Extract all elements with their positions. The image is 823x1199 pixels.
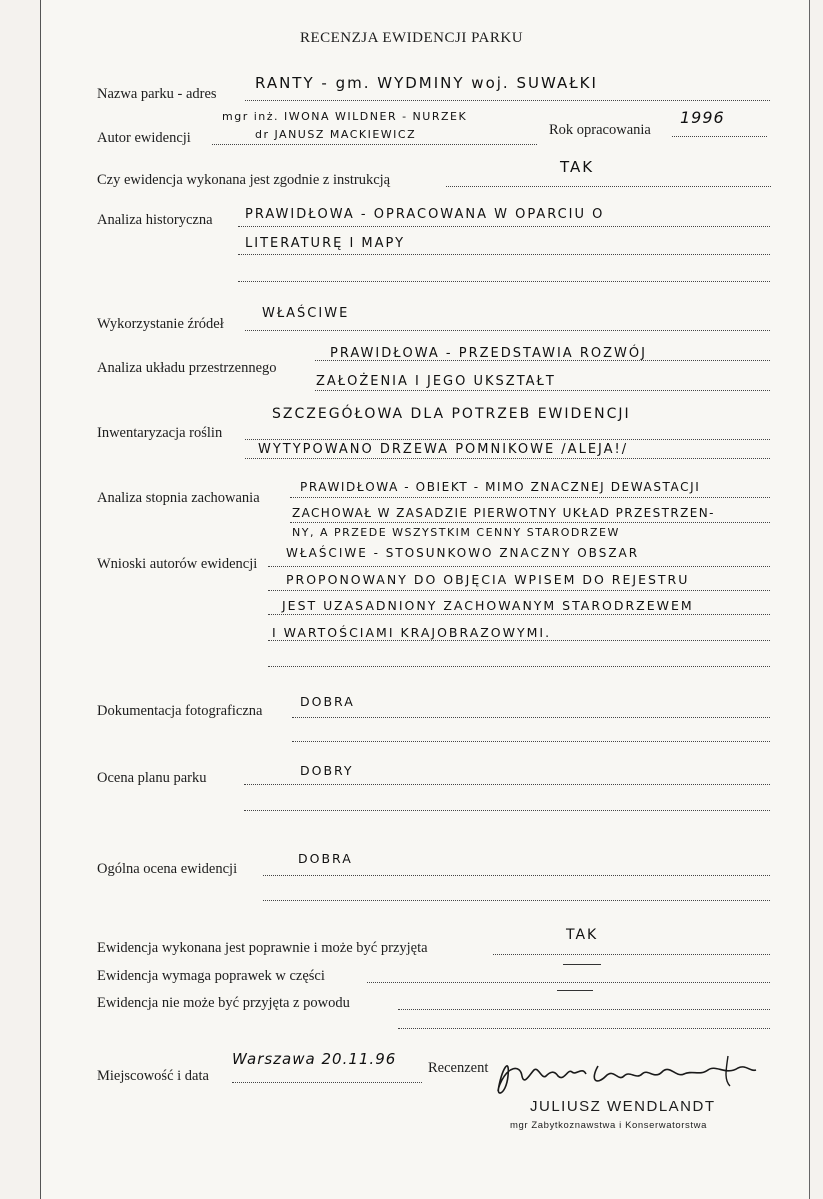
answer-hist-1: PRAWIDŁOWA - OPRACOWANA W OPARCIU O [245,207,605,222]
answer-hist-2: LITERATURĘ I MAPY [245,236,406,251]
field-line-foto-1 [292,717,770,718]
field-line-nazwa [245,100,770,101]
answer-ocena-planu: DOBRY [300,763,354,778]
field-line-foto-2 [292,741,770,742]
label-wnioski-autorow: Wnioski autorów ewidencji [97,556,258,572]
answer-wnioski-4: I WARTOŚCIAMI KRAJOBRAZOWYMI. [272,625,552,640]
label-ogolna-ocena: Ogólna ocena ewidencji [97,861,238,877]
answer-zgodnosc: TAK [560,158,595,176]
field-line-hist-3 [238,281,770,282]
answer-miejscowosc-data: Warszawa 20.11.96 [232,1050,397,1068]
label-zgodnosc: Czy ewidencja wykonana jest zgodnie z instrukcją [97,172,391,188]
label-wykorzystanie-zrodel: Wykorzystanie źródeł [97,316,224,332]
field-line-plan-2 [244,810,770,811]
answer-stopien-3: NY, A PRZEDE WSZYSTKIM CENNY STARODRZEW [292,526,620,539]
label-analiza-ukladu: Analiza układu przestrzennego [97,360,277,376]
stamp-name: JULIUSZ WENDLANDT [530,1098,716,1115]
answer-uklad-2: ZAŁOŻENIA I JEGO UKSZTAŁT [316,374,556,389]
answer-zrodla: WŁAŚCIWE [262,306,350,321]
field-line-wnioski-5 [268,666,770,667]
field-line-nie-przyjeta-2 [398,1028,770,1029]
field-line-hist-2 [238,254,770,255]
field-line-zrodla [245,330,770,331]
label-recenzent: Recenzent [428,1060,489,1076]
field-line-miejscowosc [232,1082,422,1083]
field-line-poprawki [367,982,770,983]
label-ewidencja-poprawna: Ewidencja wykonana jest poprawnie i może być przyjęta [97,940,428,956]
field-line-wnioski-1 [268,566,770,567]
label-nazwa-parku: Nazwa parku - adres [97,86,217,102]
field-line-stopien-2 [290,522,770,523]
answer-stopien-2: ZACHOWAŁ W ZASADZIE PIERWOTNY UKŁAD PRZESTRZEN- [292,506,715,520]
answer-wnioski-1: WŁAŚCIWE - STOSUNKOWO ZNACZNY OBSZAR [286,546,640,560]
answer-dokumentacja-foto: DOBRA [300,694,355,709]
stamp-title: mgr Zabytkoznawstwa i Konserwatorstwa [510,1120,707,1131]
field-line-inwent-2 [245,458,770,459]
field-line-uklad-2 [315,390,770,391]
answer-inwent-1: SZCZEGÓŁOWA DLA POTRZEB EWIDENCJI [272,406,631,422]
label-analiza-historyczna: Analiza historyczna [97,212,213,228]
answer-wnioski-3: JEST UZASADNIONY ZACHOWANYM STARODRZEWEM [282,598,694,613]
field-line-zgodnosc [446,186,771,187]
answer-nazwa-parku: RANTY - gm. WYDMINY woj. SUWAŁKI [255,74,598,92]
field-line-stopien-1 [290,497,770,498]
handwritten-signature [480,1046,780,1106]
answer-stopien-1: PRAWIDŁOWA - OBIEKT - MIMO ZNACZNEJ DEWASTACJI [300,480,701,494]
document-title: RECENZJA EWIDENCJI PARKU [299,30,524,46]
answer-wnioski-2: PROPONOWANY DO OBJĘCIA WPISEM DO REJESTRU [286,572,690,587]
field-line-ogolna-1 [263,875,770,876]
label-inwentaryzacja-roslin: Inwentaryzacja roślin [97,425,223,441]
field-line-wnioski-3 [268,614,770,615]
field-line-nie-przyjeta-1 [398,1009,770,1010]
field-line-autor [212,144,537,145]
label-miejscowosc-data: Miejscowość i data [97,1068,209,1084]
answer-ogolna-ocena: DOBRA [298,851,353,866]
field-line-hist-1 [238,226,770,227]
dash-mark-poprawki [563,964,601,965]
answer-uklad-1: PRAWIDŁOWA - PRZEDSTAWIA ROZWÓJ [330,346,647,361]
field-line-poprawna [493,954,770,955]
label-autor-ewidencji: Autor ewidencji [97,130,191,146]
answer-inwent-2: WYTYPOWANO DRZEWA POMNIKOWE /ALEJA!/ [258,442,629,457]
dash-mark-nie-przyjeta [557,990,593,991]
answer-ewidencja-poprawna: TAK [566,927,599,943]
label-ewidencja-nie-przyjeta: Ewidencja nie może być przyjęta z powodu [97,995,350,1011]
label-ocena-planu: Ocena planu parku [97,770,207,786]
field-line-rok [672,136,767,137]
answer-autor-1: mgr inż. IWONA WILDNER - NURZEK [222,110,468,123]
label-ewidencja-poprawki: Ewidencja wymaga poprawek w części [97,968,325,984]
label-dokumentacja-foto: Dokumentacja fotograficzna [97,703,263,719]
label-stopien-zachowania: Analiza stopnia zachowania [97,490,260,506]
field-line-wnioski-4 [268,640,770,641]
field-line-plan-1 [244,784,770,785]
label-rok-opracowania: Rok opracowania [549,122,651,138]
answer-autor-2: dr JANUSZ MACKIEWICZ [255,128,417,141]
field-line-inwent-1 [245,439,770,440]
field-line-ogolna-2 [263,900,770,901]
field-line-wnioski-2 [268,590,770,591]
field-line-uklad-1 [315,360,770,361]
answer-rok: 1996 [680,108,725,127]
